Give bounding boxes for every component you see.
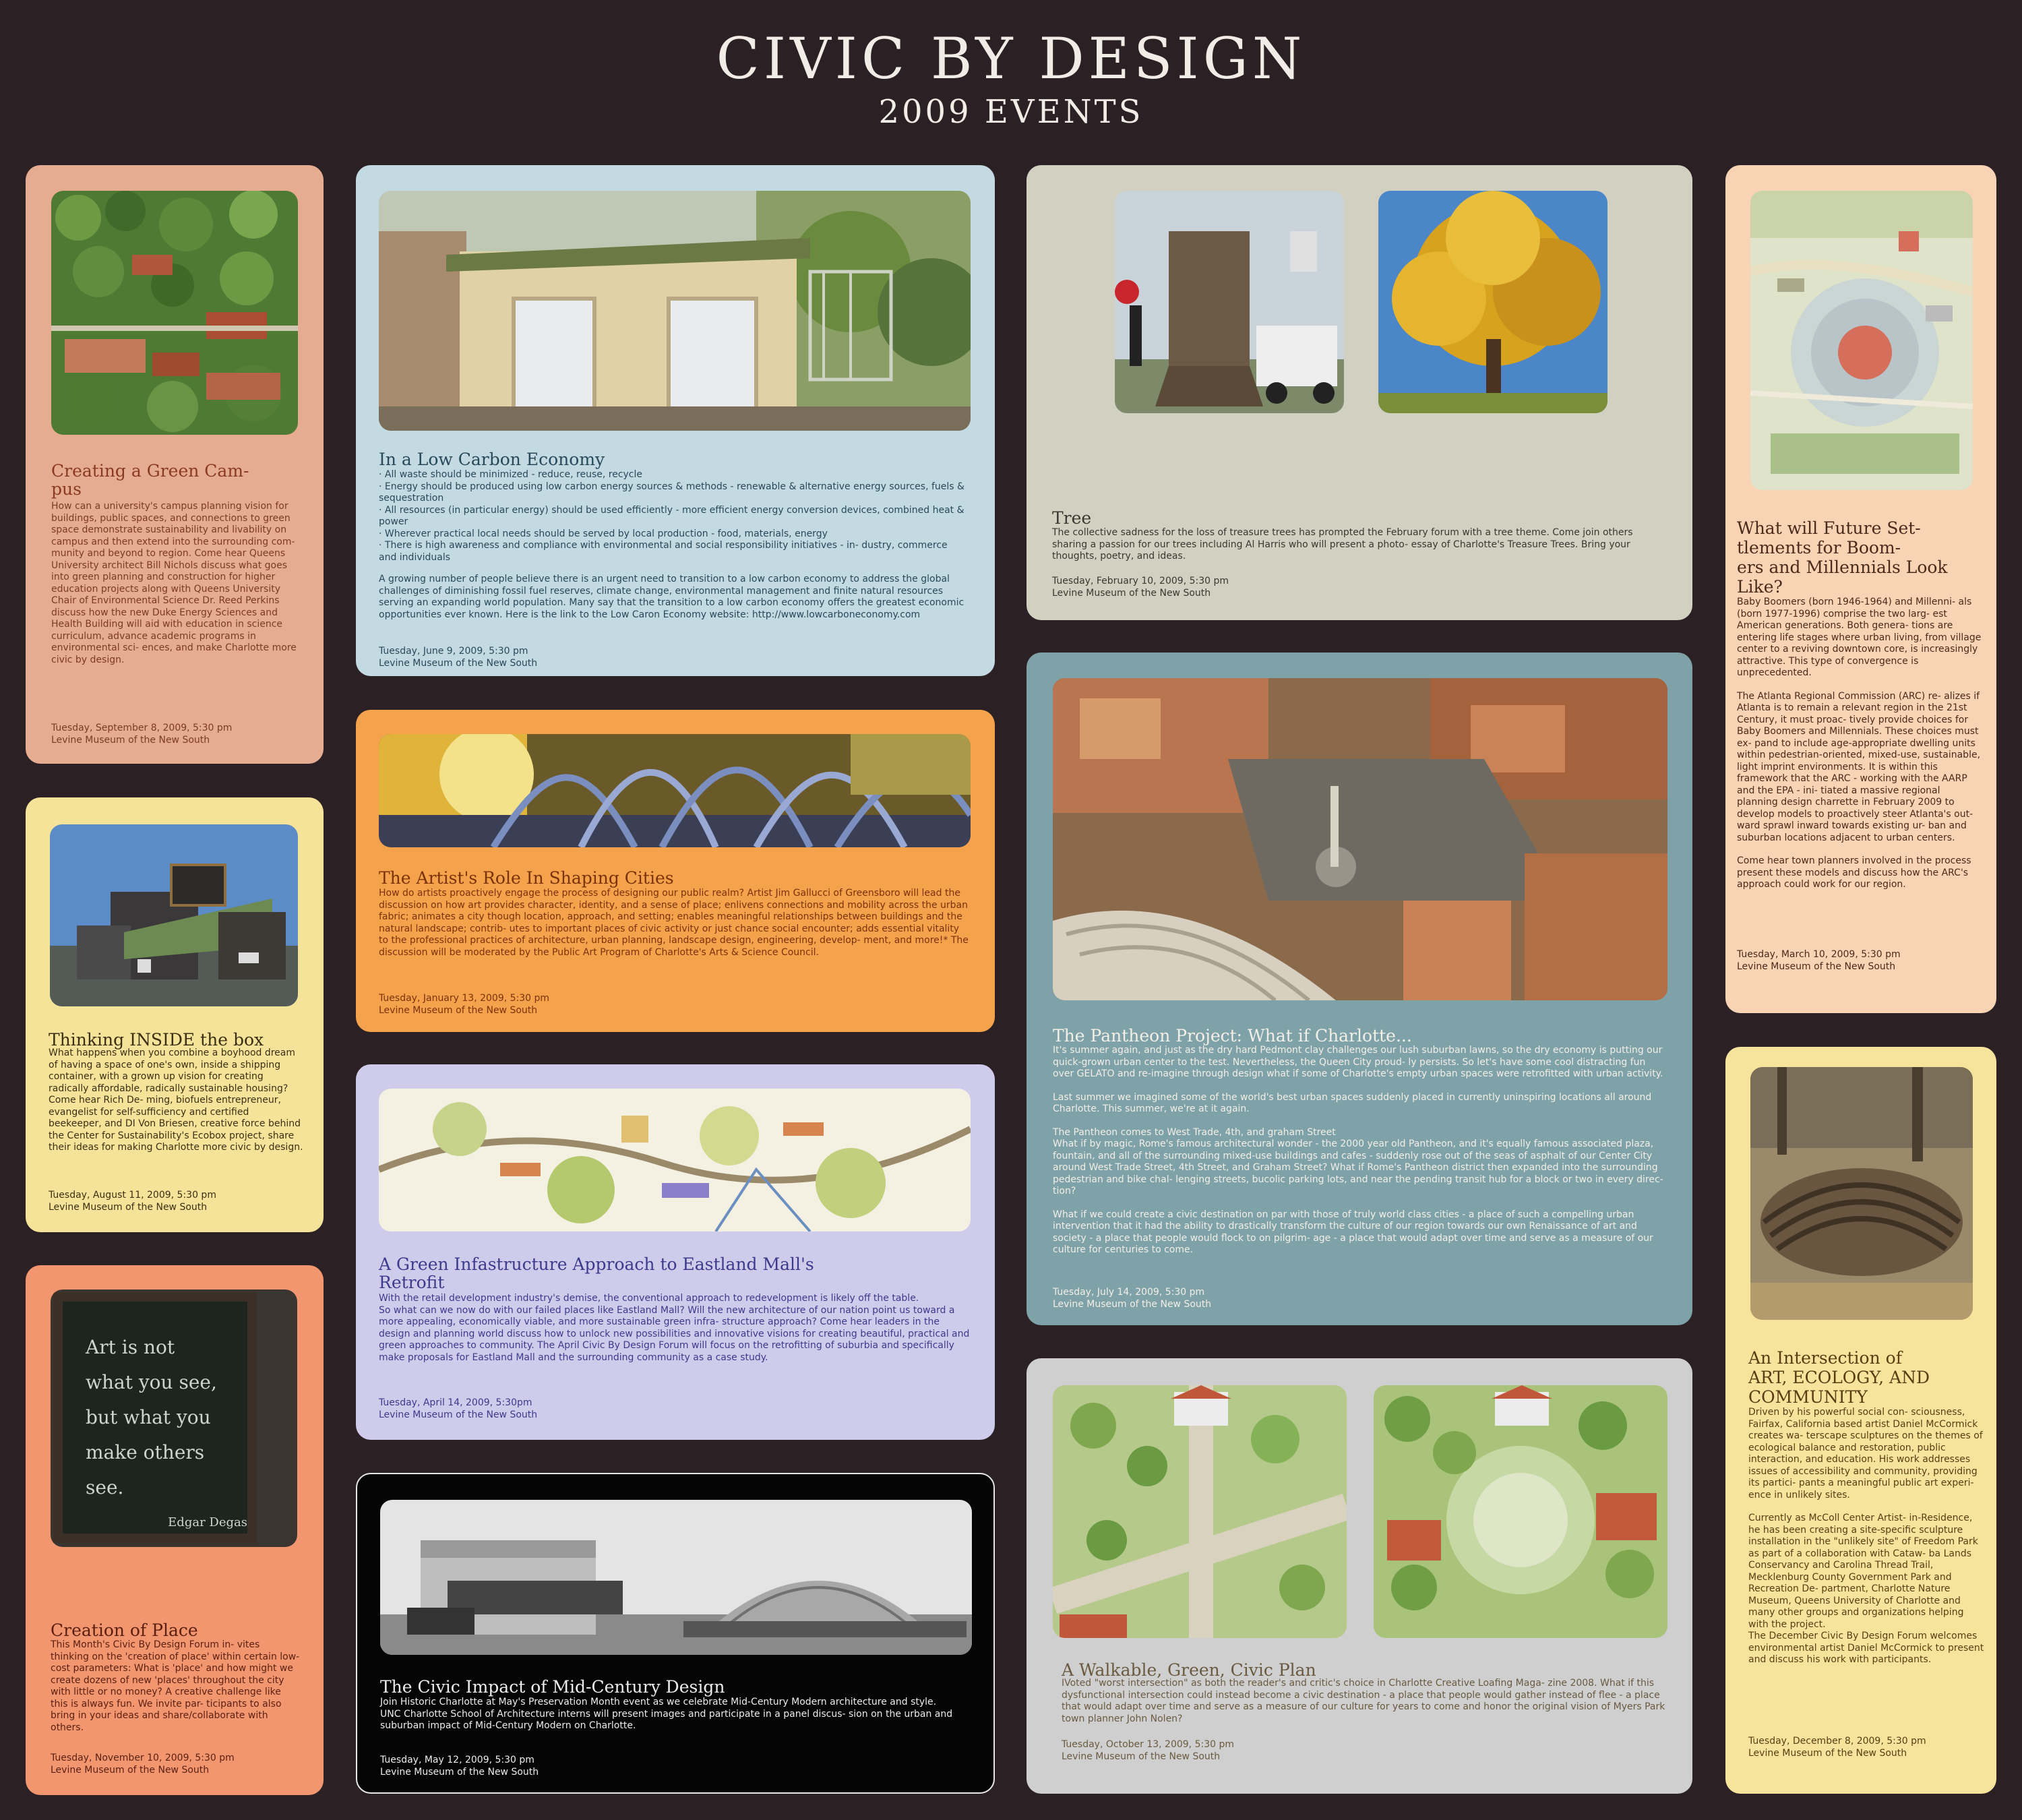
- card-future-settlements: [1725, 165, 1996, 1013]
- event-date: Tuesday, March 10, 2009, 5:30 pm: [1737, 949, 1901, 960]
- event-date: Tuesday, April 14, 2009, 5:30pm: [379, 1397, 532, 1408]
- card-title: A Walkable, Green, Civic Plan: [1062, 1660, 1316, 1680]
- card-title: Tree: [1052, 508, 1092, 528]
- event-venue: Levine Museum of the New South: [379, 1005, 538, 1016]
- card-body: Join Historic Charlotte at May's Preservation Month event as we celebrate Mid-Century Modern architecture and style. UNC Charlotte School of Architecture interns will present images and participate in a panel discus- sion on the urban and suburban impact of Mid-Century Modern on Charlotte.: [380, 1697, 953, 1731]
- event-date: Tuesday, August 11, 2009, 5:30 pm: [49, 1190, 216, 1201]
- bullet-item: · All waste should be minimized - reduce, reuse, recycle: [379, 469, 643, 480]
- card-tree: [1027, 165, 1692, 620]
- card-walkable-civic-plan: [1027, 1358, 1692, 1794]
- card-title: The Civic Impact of Mid-Century Design: [380, 1677, 725, 1697]
- card-title: An Intersection of ART, ECOLOGY, AND COMMUNITY: [1748, 1348, 1930, 1407]
- intersection-plan-after: [1374, 1385, 1667, 1638]
- regional-plan-map: [1750, 191, 1973, 490]
- green-roof-cottage-photo: [379, 191, 971, 431]
- card-body: What happens when you combine a boyhood dream of having a space of one's own, inside a shipping container, with a grown up vision for creating radically affordable, radically sustainable housing? Come hear Rich De- ming, biofuels entrepreneur, evangelist for self-sufficiency and certified beekeeper, and DI Von Briesen, creative force behind the Center for Sustainability's Ecobox project, share their ideas for making Charlotte more civic by design.: [49, 1048, 303, 1153]
- card-eastland-mall: [356, 1064, 995, 1440]
- event-venue: Levine Museum of the New South: [1053, 1299, 1212, 1310]
- card-title: The Artist's Role In Shaping Cities: [379, 868, 674, 888]
- card-title: In a Low Carbon Economy: [379, 450, 605, 469]
- eastland-site-plan-sketch: [379, 1089, 971, 1232]
- card-title: Creating a Green Cam- pus: [51, 461, 249, 499]
- card-title: A Green Infastructure Approach to Eastland Mall's Retrofit: [379, 1254, 814, 1292]
- card-creation-of-place: [26, 1265, 324, 1795]
- paragraph: The Pantheon comes to West Trade, 4th, and graham Street What if by magic, Rome's famous architectural wonder - the 2000 year old Pantheon, and it's equally famous associated plaza, fountain, and all of the surrounding mixed-use buildings and cafes - suddenly rose out of the seas of asphalt of our Center City around West Trade Street, 4th Street, and Graham Street? What if Rome's Pantheon district then expanded into the surrounding pedestrian and bike chal- lenging streets, bucolic parking lots, and near the pending transit hub for a block or two in every direc- tion?: [1053, 1126, 1663, 1196]
- chalkboard-photo: [51, 1290, 297, 1547]
- intersection-plan-before: [1053, 1385, 1347, 1638]
- event-venue: Levine Museum of the New South: [379, 1409, 538, 1420]
- event-venue: Levine Museum of the New South: [49, 1202, 208, 1213]
- container-house-rendering: [50, 824, 298, 1006]
- event-date: Tuesday, June 9, 2009, 5:30 pm: [379, 646, 528, 657]
- card-body: [1748, 1407, 1986, 1678]
- paragraph: It's summer again, and just as the dry hard Pedmont clay challenges our lush suburban lawns, so the dry economy is putting our quick-grown urban center to the test. Nevertheless, the Queen City proud- ly persists. So let's have some cool distracting fun over GELATO and re-imagine through design what if some of Charlotte's empty urban spaces were retrofitted with urban activity.: [1053, 1045, 1663, 1079]
- card-body: How can a university's campus planning vision for buildings, public spaces, and connections to green space demonstrate sustainability and livability on campus and then extend into the surrounding com- munity and beyond to region. Come hear Queens University architect Bill Nichols discuss what goes into green planning and construction for higher education projects along with Queens University Chair of Environmental Science Dr. Reed Perkins discuss how the new Duke Energy Sciences and Health Building will aid with education in science curriculum, advance academic programs in environmental sci- ences, and make Charlotte more civic by design.: [51, 501, 297, 665]
- event-date: Tuesday, July 14, 2009, 5:30 pm: [1053, 1287, 1205, 1298]
- card-pantheon-project: [1027, 653, 1692, 1325]
- paragraph: Driven by his powerful social con- sciousness, Fairfax, California based artist Daniel McCormick creates wa- terscape sculptures on the themes of ecological balance and restoration, public interaction, and education. His work addresses issues of accessibility and community, providing its partici- pants a meaningful public art experi- ence in unlikely sites.: [1748, 1407, 1983, 1500]
- bullet-item: · Energy should be produced using low carbon energy sources & methods - renewable & alternative energy sources, fuels & sequestration: [379, 481, 964, 504]
- event-date: Tuesday, February 10, 2009, 5:30 pm: [1052, 576, 1229, 586]
- card-title: The Pantheon Project: What if Charlotte...: [1053, 1026, 1412, 1045]
- card-low-carbon: [356, 165, 995, 676]
- card-mid-century-design: [356, 1473, 995, 1794]
- event-venue: Levine Museum of the New South: [379, 658, 538, 669]
- paragraph: Come hear town planners involved in the process present these models and discuss how the ARC's approach could work for our region.: [1737, 855, 1971, 890]
- paragraph: Last summer we imagined some of the world's best urban spaces suddenly placed in currently uninspiring locations all around Charlotte. This summer, we're at it again.: [1053, 1091, 1652, 1114]
- page-title: CIVIC BY DESIGN: [716, 26, 1306, 92]
- mid-century-buildings-photo: [380, 1500, 972, 1655]
- bullet-item: · Wherever practical local needs should be served by local production - food, materials, energy: [379, 528, 828, 539]
- paragraph: The Atlanta Regional Commission (ARC) re- alizes if Atlanta is to remain a relevant region in the 21st Century, it must proac- tively provide choices for Baby Boomers and Millennials. These choices must ex- pand to include age-appropriate dwelling units within pedestrian-oriented, mixed-use, sustainable, light imprint environments. It is within this framework that the ARC - working with the AARP and the EPA - ini- tiated a massive regional planning design charrette in February 2009 to develop models to proactively steer Atlanta's out- ward sprawl inward towards existing ur- ban and suburban locations adjacent to urban centers.: [1737, 690, 1981, 843]
- event-venue: Levine Museum of the New South: [380, 1767, 539, 1778]
- card-body: [1737, 597, 1982, 903]
- card-title: Thinking INSIDE the box: [49, 1030, 264, 1050]
- bullet-item: · There is high awareness and compliance with environmental and social responsibility initiatives - in- dustry, commerce and individuals: [379, 540, 948, 563]
- tree-stump-removal-photo: [1115, 191, 1344, 413]
- chalkboard-quote: Art is not what you see, but what you make others see. Edgar Degas: [86, 1336, 247, 1529]
- card-body: [1053, 1045, 1667, 1268]
- event-date: Tuesday, October 13, 2009, 5:30 pm: [1062, 1739, 1234, 1750]
- card-body: With the retail development industry's demise, the conventional approach to redevelopment is likely off the table. So what can we now do with our failed places like Eastland Mall? Will the new architecture of our nation point us toward a more appealing, economically viable, and more sustainable green infra- structure approach? Come hear leaders in the design and planning world discuss how to unlock new possibilities and innovative visions for creating beautiful, practical and green approaches to community. The April Civic By Design Forum will focus on the retrofitting of suburbia and specifically make proposals for Eastland Mall and the surrounding community as a case study.: [379, 1293, 970, 1363]
- event-date: Tuesday, January 13, 2009, 5:30 pm: [379, 993, 550, 1004]
- page-subtitle: 2009 EVENTS: [878, 93, 1144, 131]
- paragraph: What if we could create a civic destination on par with those of truly world class cities - a place of such a compelling urban intervention that it had the ability to drastically transform the culture of our region towards our own Renaissance of art and society - a place that people would flock to on pilgrim- age - a place that would adapt over time and serve as a measure of our culture for centuries to come.: [1053, 1209, 1653, 1255]
- bullet-item: · All resources (in particular energy) should be used efficiently - more efficient energy conversion devices, combined heat & power: [379, 504, 964, 527]
- card-title: What will Future Set- tlements for Boom- ers and Millennials Look Like?: [1737, 518, 1948, 597]
- card-thinking-inside-box: [26, 797, 324, 1232]
- event-venue: Levine Museum of the New South: [51, 1765, 210, 1776]
- event-venue: Levine Museum of the New South: [1062, 1751, 1221, 1762]
- card-art-ecology-community: [1725, 1047, 1996, 1794]
- event-venue: Levine Museum of the New South: [1748, 1748, 1907, 1759]
- event-date: Tuesday, May 12, 2009, 5:30 pm: [380, 1755, 534, 1765]
- campus-aerial-photo: [51, 191, 298, 435]
- woven-sculpture-photo: [1750, 1067, 1973, 1320]
- card-body: How do artists proactively engage the process of designing our public realm? Artist Jim Gallucci of Greensboro will lead the discussion on how art provides character, identity, and a sense of place; enlivens connections and mobility across the urban fabric; animates a city though location, approach, and setting; enables meaningful relationships between buildings and the natural landscape; contrib- utes to important places of civic activity or just chance social encounter; adds essential vitality to the professional practices of architecture, urban planning, landscape design, engineering, develop- ment, and more!* The discussion will be moderated by the Public Art Program of Charlotte's Arts & Science Council.: [379, 888, 969, 958]
- card-artists-role: [356, 710, 995, 1032]
- event-venue: Levine Museum of the New South: [51, 735, 210, 746]
- card-body: IVoted "worst intersection" as both the reader's and critic's choice in Charlotte Creative Loafing Maga- zine 2008. What if this dysfunctional intersection could instead become a civic destination - a place that people would gather instead of flee - a place that would adapt over time and serve as a measure of our culture for years to come and honor the original vision of Myers Park town planner John Nolen?: [1062, 1678, 1665, 1724]
- pantheon-aerial-photo: [1053, 678, 1667, 1000]
- event-date: Tuesday, September 8, 2009, 5:30 pm: [51, 723, 233, 733]
- event-venue: Levine Museum of the New South: [1052, 588, 1211, 599]
- paragraph: Baby Boomers (born 1946-1964) and Millenni- als (born 1977-1996) comprise the two larg- est American generations. Both genera- tions are entering life stages where urban living, from village center to a reviving downtown core, is increasingly attractive. This type of convergence is unprecedented.: [1737, 597, 1982, 678]
- card-body: This Month's Civic By Design Forum in- vites thinking on the 'creation of place' within certain low-cost parameters: What is 'place' and how might we create dozens of new 'places' throughout the city with little or no money? A creative challenge like this is always fun. We invite par- ticipants to also bring in your ideas and share/collaborate with others.: [51, 1639, 300, 1733]
- paragraph: Currently as McColl Center Artist- in-Residence, he has been creating a site-specific sculpture installation in the "unlikely site" of Freedom Park as part of a collaboration with Cataw- ba Lands Conservancy and Carolina Thread Trail, Mecklenburg County Government Park and Recreation De- partment, Charlotte Nature Museum, Queens University of Charlotte and many other groups and organizations helping with the project. The December Civic By Design Forum welcomes environmental artist Daniel McCormick to present and discuss his work with participants.: [1748, 1513, 1984, 1665]
- card-title: Creation of Place: [51, 1620, 198, 1640]
- card-green-campus: [26, 165, 324, 764]
- card-body: A growing number of people believe there is an urgent need to transition to a low carbon economy to address the global challenges of diminishing fossil fuel reserves, climate change, environmental management and finite natural resources serving an expanding world population. Many say that the transition to a low carbon economy offers the greatest economic opportunities ever known. Here is the link to the Low Caron Economy website: http://www.lowcarboneconomy.com: [379, 574, 964, 620]
- event-date: Tuesday, December 8, 2009, 5:30 pm: [1748, 1736, 1926, 1747]
- card-body: The collective sadness for the loss of treasure trees has prompted the February forum with a tree theme. Come join others sharing a passion for our trees including Al Harris who will present a photo- essay of Charlotte's Treasure Trees. Bring your thoughts, poetry, and ideas.: [1052, 527, 1633, 562]
- sculpture-photo: [379, 734, 971, 847]
- event-venue: Levine Museum of the New South: [1737, 961, 1896, 972]
- bullet-list: [379, 469, 965, 564]
- autumn-tree-photo: [1378, 191, 1607, 413]
- event-date: Tuesday, November 10, 2009, 5:30 pm: [51, 1753, 235, 1763]
